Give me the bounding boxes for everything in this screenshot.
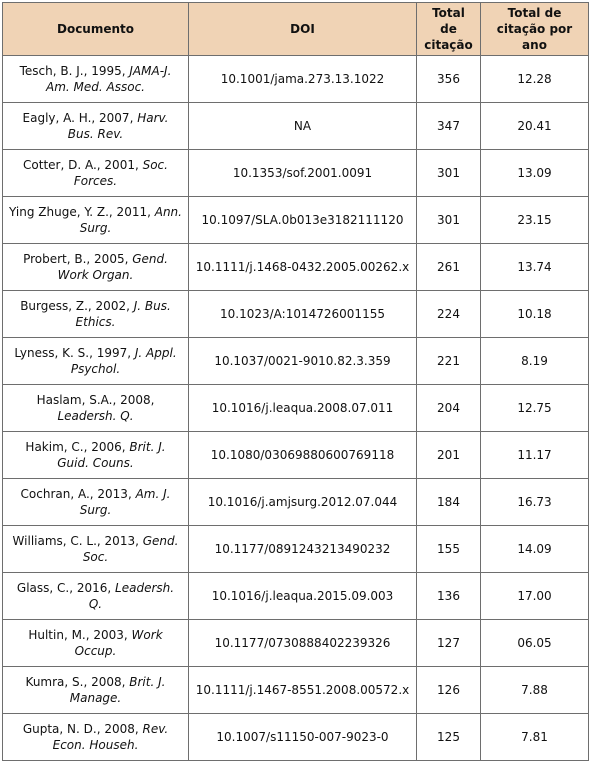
table-row: [3, 432, 589, 479]
journal-text: Work Occup.: [74, 628, 163, 658]
per-year-cell: 13.09: [481, 150, 589, 197]
table-row: [3, 244, 589, 291]
author-text: Tesch, B. J., 1995,: [19, 64, 130, 78]
doi-cell: 10.1007/s11150-007-9023-0: [189, 714, 417, 761]
table-row: [3, 573, 589, 620]
doi-cell: 10.1016/j.leaqua.2008.07.011: [189, 385, 417, 432]
total-cell: 301: [417, 197, 481, 244]
journal-text: Brit. J. Manage.: [69, 675, 166, 705]
author-text: Williams, C. L., 2013,: [12, 534, 143, 548]
journal-text: J. Appl. Psychol.: [70, 346, 177, 376]
table-row: [3, 338, 589, 385]
document-cell: [3, 573, 189, 620]
total-cell: 136: [417, 573, 481, 620]
per-year-cell: 7.88: [481, 667, 589, 714]
table-row: [3, 479, 589, 526]
document-cell: [3, 620, 189, 667]
per-year-cell: 20.41: [481, 103, 589, 150]
doi-cell: 10.1080/03069880600769118: [189, 432, 417, 479]
total-cell: 125: [417, 714, 481, 761]
author-text: Gupta, N. D., 2008,: [22, 722, 143, 736]
table-row: [3, 56, 589, 103]
journal-text: JAMA-J. Am. Med. Assoc.: [46, 64, 172, 94]
per-year-cell: 12.28: [481, 56, 589, 103]
document-cell: [3, 244, 189, 291]
document-cell: [3, 291, 189, 338]
doi-cell: 10.1177/0891243213490232: [189, 526, 417, 573]
document-cell: [3, 714, 189, 761]
table-row: [3, 667, 589, 714]
header-documento: Documento: [3, 3, 189, 56]
document-cell: [3, 667, 189, 714]
citation-table: [2, 2, 589, 761]
document-cell: [3, 479, 189, 526]
document-cell: [3, 338, 189, 385]
per-year-cell: 11.17: [481, 432, 589, 479]
total-cell: 184: [417, 479, 481, 526]
author-text: Probert, B., 2005,: [23, 252, 133, 266]
doi-cell: 10.1177/0730888402239326: [189, 620, 417, 667]
total-cell: 204: [417, 385, 481, 432]
doi-cell: 10.1097/SLA.0b013e3182111120: [189, 197, 417, 244]
per-year-cell: 8.19: [481, 338, 589, 385]
header-row: [3, 3, 589, 56]
per-year-cell: 06.05: [481, 620, 589, 667]
doi-cell: 10.1353/sof.2001.0091: [189, 150, 417, 197]
author-text: Kumra, S., 2008,: [25, 675, 130, 689]
table-row: [3, 103, 589, 150]
journal-text: Am. J. Surg.: [79, 487, 171, 517]
doi-cell: NA: [189, 103, 417, 150]
journal-text: Harv. Bus. Rev.: [67, 111, 169, 141]
journal-text: Leadersh. Q.: [57, 409, 134, 423]
journal-text: J. Bus. Ethics.: [75, 299, 171, 329]
per-year-cell: 16.73: [481, 479, 589, 526]
journal-text: Gend. Soc.: [82, 534, 179, 564]
document-cell: [3, 385, 189, 432]
document-cell: [3, 526, 189, 573]
per-year-cell: 12.75: [481, 385, 589, 432]
table-row: [3, 620, 589, 667]
author-text: Hultin, M., 2003,: [28, 628, 132, 642]
journal-text: Gend. Work Organ.: [57, 252, 168, 282]
author-text: Ying Zhuge, Y. Z., 2011,: [9, 205, 155, 219]
per-year-cell: 14.09: [481, 526, 589, 573]
author-text: Glass, C., 2016,: [16, 581, 116, 595]
table-row: [3, 150, 589, 197]
per-year-cell: 17.00: [481, 573, 589, 620]
author-text: Burgess, Z., 2002,: [20, 299, 134, 313]
total-cell: 261: [417, 244, 481, 291]
journal-text: Ann. Surg.: [79, 205, 182, 235]
document-cell: [3, 103, 189, 150]
doi-cell: 10.1037/0021-9010.82.3.359: [189, 338, 417, 385]
total-cell: 301: [417, 150, 481, 197]
per-year-cell: 7.81: [481, 714, 589, 761]
document-cell: [3, 150, 189, 197]
author-text: Hakim, C., 2006,: [25, 440, 130, 454]
doi-cell: 10.1016/j.leaqua.2015.09.003: [189, 573, 417, 620]
doi-cell: 10.1023/A:1014726001155: [189, 291, 417, 338]
document-cell: [3, 56, 189, 103]
author-text: Cochran, A., 2013,: [20, 487, 136, 501]
journal-text: Leadersh. Q.: [88, 581, 175, 611]
journal-text: Soc. Forces.: [73, 158, 168, 188]
total-cell: 356: [417, 56, 481, 103]
total-cell: 221: [417, 338, 481, 385]
journal-text: Brit. J. Guid. Couns.: [57, 440, 166, 470]
per-year-cell: 13.74: [481, 244, 589, 291]
doi-cell: 10.1001/jama.273.13.1022: [189, 56, 417, 103]
doi-cell: 10.1111/j.1467-8551.2008.00572.x: [189, 667, 417, 714]
total-cell: 201: [417, 432, 481, 479]
document-cell: [3, 197, 189, 244]
author-text: Cotter, D. A., 2001,: [23, 158, 143, 172]
total-cell: 347: [417, 103, 481, 150]
table-row: [3, 714, 589, 761]
table-row: [3, 291, 589, 338]
per-year-cell: 23.15: [481, 197, 589, 244]
total-cell: 126: [417, 667, 481, 714]
author-text: Lyness, K. S., 1997,: [14, 346, 135, 360]
header-total-citacao-por-ano: Total de citação por ano: [481, 3, 589, 56]
author-text: Haslam, S.A., 2008,: [36, 393, 155, 407]
header-doi: DOI: [189, 3, 417, 56]
table-row: [3, 197, 589, 244]
doi-cell: 10.1016/j.amjsurg.2012.07.044: [189, 479, 417, 526]
journal-text: Rev. Econ. Househ.: [52, 722, 169, 752]
table-row: [3, 385, 589, 432]
total-cell: 127: [417, 620, 481, 667]
header-total-citacao: Total de citação: [417, 3, 481, 56]
doi-cell: 10.1111/j.1468-0432.2005.00262.x: [189, 244, 417, 291]
table-row: [3, 526, 589, 573]
author-text: Eagly, A. H., 2007,: [22, 111, 138, 125]
per-year-cell: 10.18: [481, 291, 589, 338]
document-cell: [3, 432, 189, 479]
total-cell: 224: [417, 291, 481, 338]
total-cell: 155: [417, 526, 481, 573]
